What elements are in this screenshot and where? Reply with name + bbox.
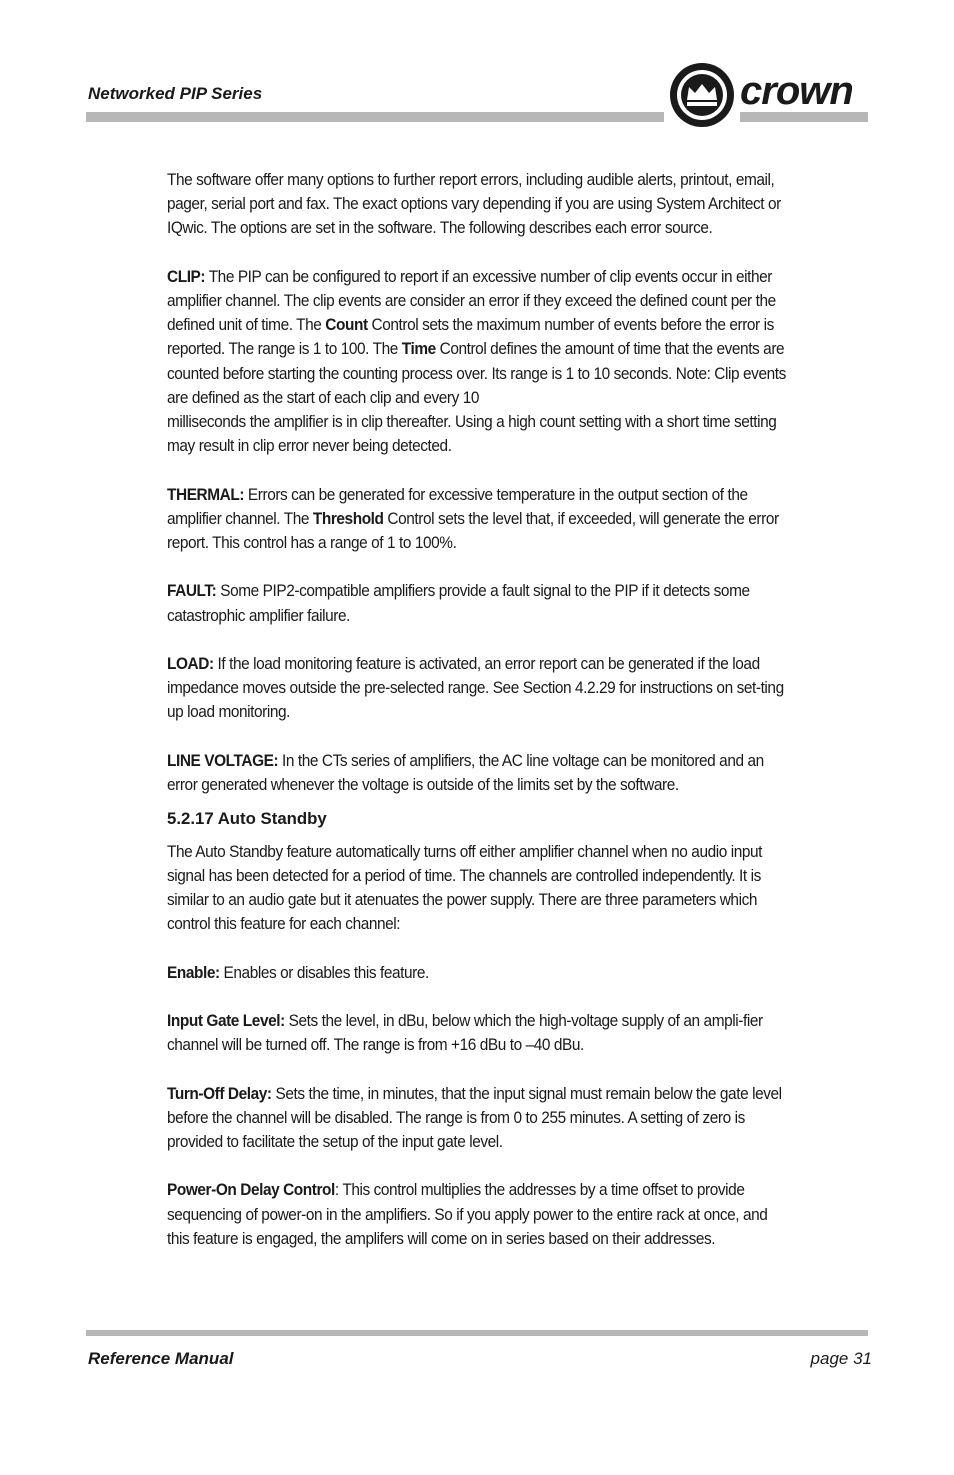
header-title: Networked PIP Series — [88, 84, 263, 103]
power-on-label: Power-On Delay Control — [167, 1181, 335, 1200]
svg-text:crown: crown — [740, 69, 853, 112]
crown-logo-icon — [667, 60, 737, 130]
load-paragraph: LOAD: If the load monitoring feature is activated, an error report can be generated if the load impedance moves outside the pre-selected range. See Section 4.2.29 for instructions on set-ting up load monitoring. — [167, 655, 784, 722]
page-content — [167, 168, 789, 1275]
input-gate-paragraph: Input Gate Level: Sets the level, in dBu, below which the high-voltage supply of an ampli-fier channel will be turned off. The range is from +16 dBu to –40 dBu. — [167, 1011, 763, 1055]
clip-paragraph: CLIP: The PIP can be configured to report if an excessive number of clip events occur in either amplifier channel. The clip events are consider an error if they exceed the defined count per the defined unit of time. The Count Control sets the maximum number of events before the error is reported. The range is 1 to 100. The Time Control defines the amount of time that the events are counted before starting the counting process over. Its range is 1 to 10 seconds. Note: Clip events are defined as the start of each clip and every 10 milliseconds the amplifier is in clip thereafter. Using a high count setting with a short time setting may result in clip error never being detected. — [167, 267, 786, 456]
crown-wordmark — [740, 68, 870, 112]
intro-paragraph: The software offer many options to further report errors, including audible alerts, printout, email, pager, serial port and fax. The exact options vary depending if you are using System Architect or IQwic. The options are set in the software. The following describes each error source. — [167, 171, 781, 238]
line-voltage-label: LINE VOLTAGE: — [167, 751, 279, 770]
page-number: page 31 — [810, 1349, 872, 1368]
turn-off-paragraph: Turn-Off Delay: Sets the time, in minutes, that the input signal must remain below the gate level before the channel will be disabled. The range is from 0 to 255 minutes. A setting of zero is provided to facilitate the setup of the input gate level. — [167, 1084, 782, 1151]
thermal-label: THERMAL: — [167, 485, 245, 504]
header-rule-right — [740, 112, 868, 122]
load-label: LOAD: — [167, 655, 214, 673]
power-on-paragraph: Power-On Delay Control: This control multiplies the addresses by a time offset to provide sequencing of power-on in the amplifiers. So if you apply power to the entire rack at once, and this feature is engaged, the amplifers will come on in series based on their addresses. — [167, 1181, 768, 1248]
header-rule — [86, 112, 664, 122]
turn-off-label: Turn-Off Delay: — [167, 1084, 272, 1103]
section-heading: 5.2.17 Auto Standby — [167, 809, 327, 829]
fault-label: FAULT: — [167, 582, 217, 601]
clip-label: CLIP: — [167, 267, 206, 286]
fault-paragraph: FAULT: Some PIP2-compatible amplifiers provide a fault signal to the PIP if it detects some catastrophic amplifier failure. — [167, 582, 750, 625]
auto-standby-intro: The Auto Standby feature automatically turns off either amplifier channel when no audio input signal has been detected for a period of time. The channels are controlled independently. It is similar to an audio gate but it atenuates the power supply. There are three parameters which control this feature for each channel: — [167, 842, 763, 934]
enable-label: Enable: — [167, 963, 220, 982]
enable-paragraph: Enable: Enables or disables this feature. — [167, 963, 429, 982]
footer-manual-title: Reference Manual — [88, 1349, 234, 1368]
input-gate-label: Input Gate Level: — [167, 1011, 285, 1030]
footer-rule — [86, 1330, 868, 1336]
line-voltage-paragraph: LINE VOLTAGE: In the CTs series of amplifiers, the AC line voltage can be monitored and an error generated whenever the voltage is outside of the limits set by the software. — [167, 751, 764, 794]
thermal-paragraph: THERMAL: Errors can be generated for excessive temperature in the output section of the amplifier channel. The Threshold Control sets the level that, if exceeded, will generate the error report. This control has a range of 1 to 100%. — [167, 485, 779, 553]
